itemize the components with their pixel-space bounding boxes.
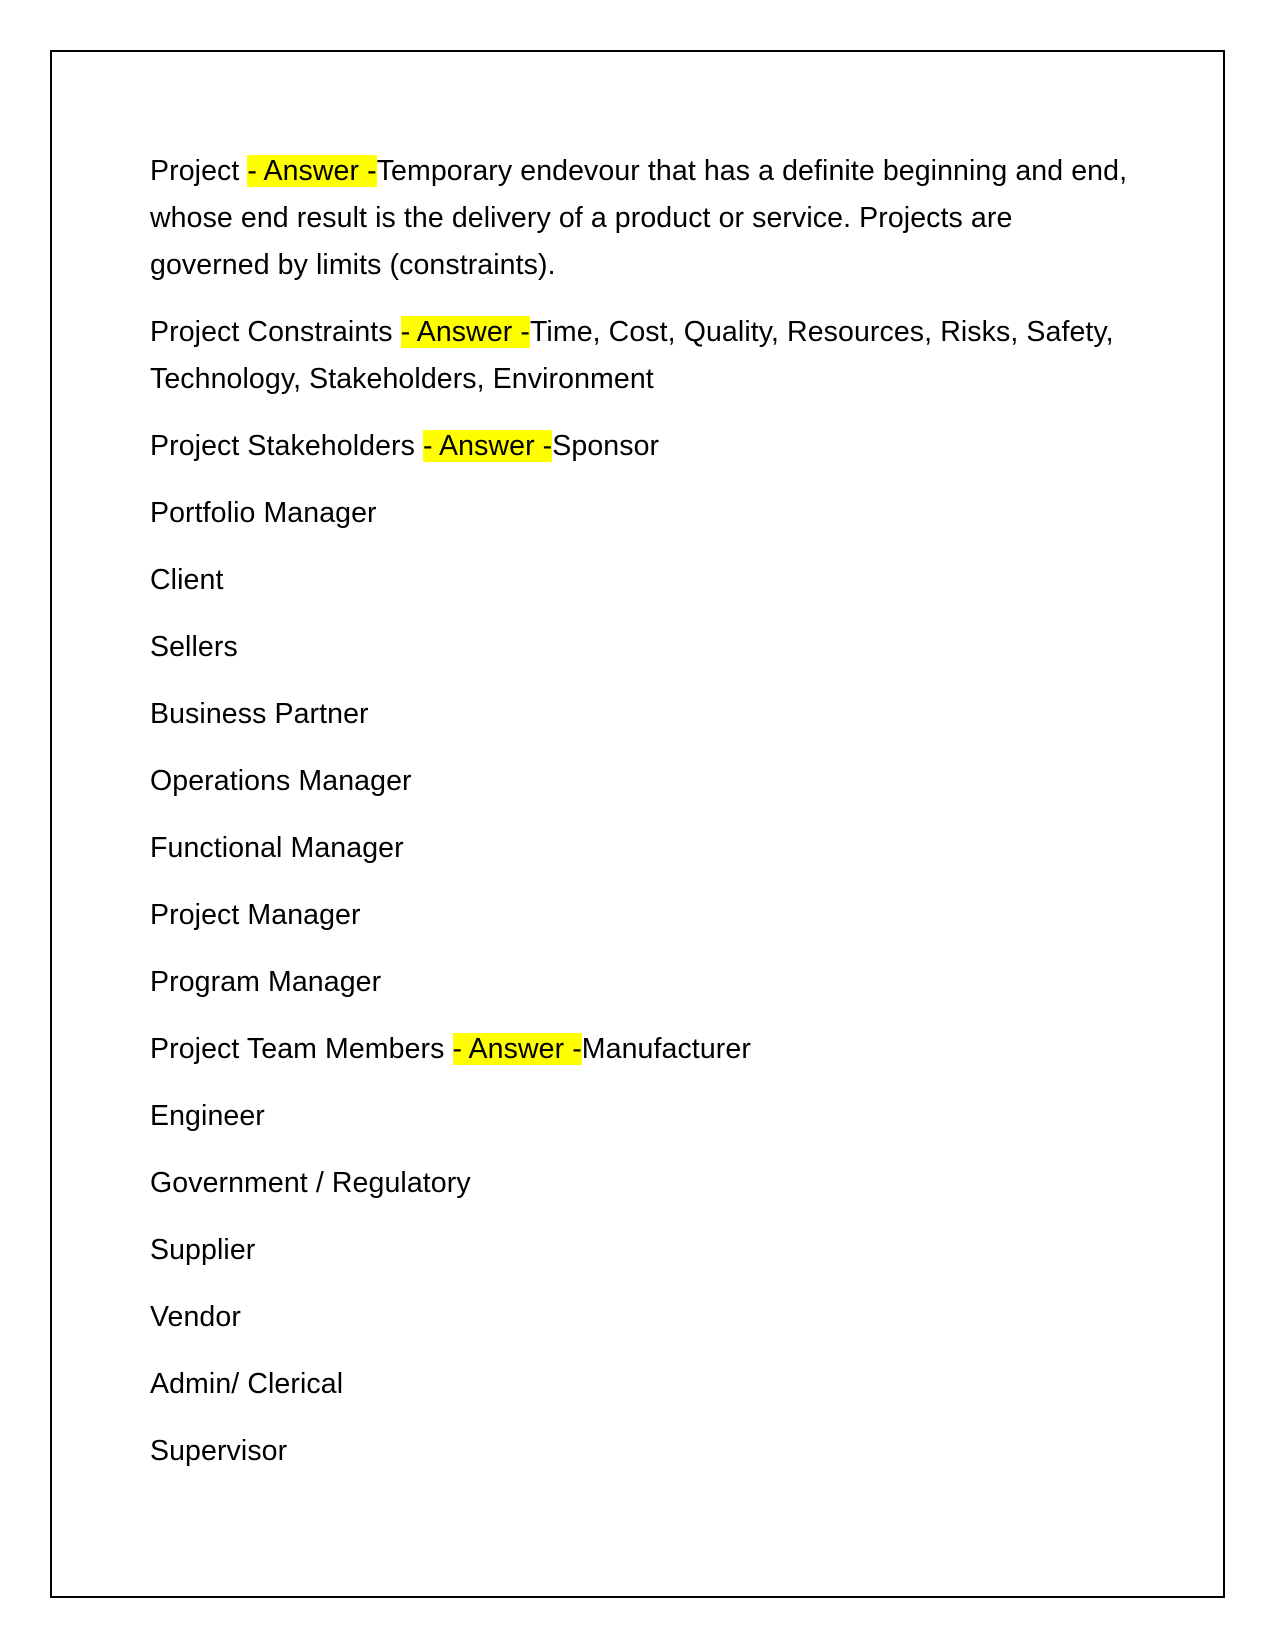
list-item: Operations Manager: [150, 765, 412, 797]
entry-answer: Sponsor: [552, 430, 660, 462]
entry-answer: Time, Cost, Quality, Resources, Risks, Safety, Technology, Stakeholders, Environment: [150, 316, 1114, 395]
list-item: Business Partner: [150, 698, 369, 730]
list-item: Client: [150, 564, 224, 596]
list-item: Portfolio Manager: [150, 497, 377, 529]
list-item: Vendor: [150, 1301, 241, 1333]
entry-answer: Manufacturer: [581, 1033, 751, 1065]
entry-project-constraints: [150, 309, 1130, 403]
entry-project-stakeholders: [150, 423, 1130, 470]
entry-term: Project Stakeholders: [150, 430, 423, 462]
entry-term: Project: [150, 155, 248, 187]
entry-project: [150, 148, 1130, 289]
entry-answer: Temporary endevour that has a definite beginning and end, whose end result is the delivery of a product or service. Projects are governed by limits (constraints).: [150, 155, 1128, 281]
list-item: Project Manager: [150, 899, 361, 931]
list-item: Sellers: [150, 631, 238, 663]
answer-marker: - Answer -: [452, 1033, 582, 1065]
entry-project-team-members: [150, 1026, 1130, 1073]
list-item: Supervisor: [150, 1435, 288, 1467]
list-item: Functional Manager: [150, 832, 404, 864]
list-item: Supplier: [150, 1234, 256, 1266]
list-item: Program Manager: [150, 966, 382, 998]
entry-term: Project Constraints: [150, 316, 401, 348]
list-item: Admin/ Clerical: [150, 1368, 344, 1400]
entry-term: Project Team Members: [150, 1033, 453, 1065]
answer-marker: - Answer -: [400, 316, 530, 348]
document-body: [150, 148, 1130, 1495]
list-item: Government / Regulatory: [150, 1167, 471, 1199]
answer-marker: - Answer -: [423, 430, 553, 462]
list-item: Engineer: [150, 1100, 265, 1132]
answer-marker: - Answer -: [247, 155, 377, 187]
